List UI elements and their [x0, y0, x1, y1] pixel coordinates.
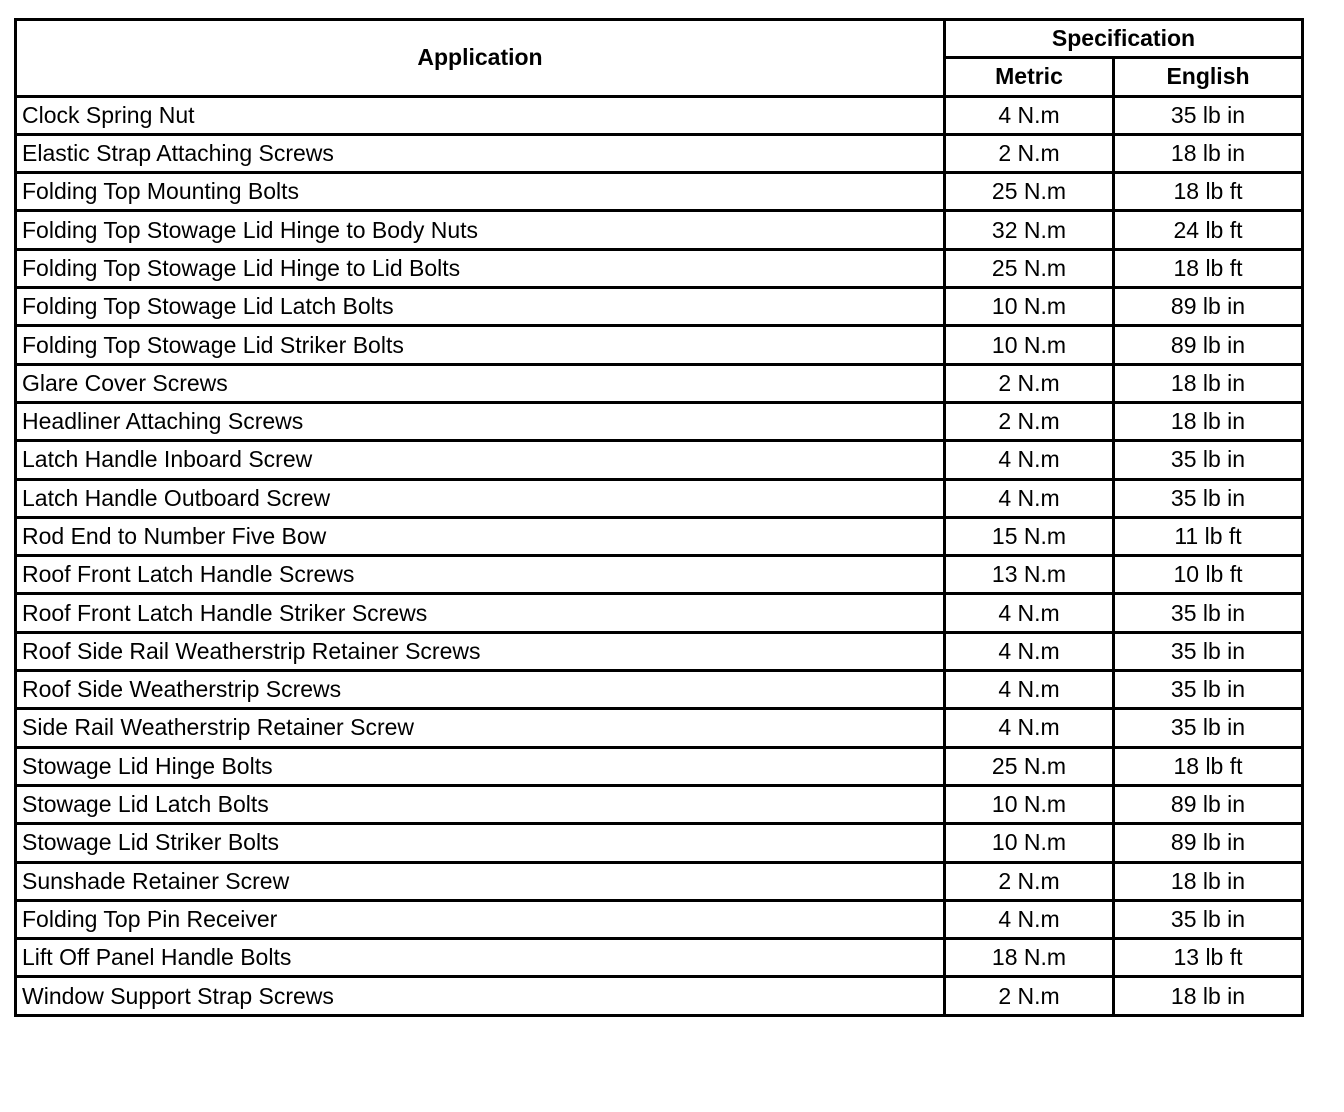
- table-row: [16, 211, 1303, 249]
- table-row: [16, 364, 1303, 402]
- application-cell: Roof Front Latch Handle Screws: [16, 556, 945, 594]
- metric-cell: 2 N.m: [945, 402, 1114, 440]
- english-cell: 13 lb ft: [1114, 939, 1303, 977]
- table-row: [16, 517, 1303, 555]
- english-cell: 35 lb in: [1114, 441, 1303, 479]
- table-row: [16, 785, 1303, 823]
- metric-cell: 10 N.m: [945, 824, 1114, 862]
- metric-cell: 4 N.m: [945, 632, 1114, 670]
- english-cell: 18 lb in: [1114, 364, 1303, 402]
- header-metric: Metric: [945, 58, 1114, 96]
- application-cell: Glare Cover Screws: [16, 364, 945, 402]
- table-row: [16, 671, 1303, 709]
- metric-cell: 32 N.m: [945, 211, 1114, 249]
- application-cell: Folding Top Pin Receiver: [16, 900, 945, 938]
- english-cell: 89 lb in: [1114, 824, 1303, 862]
- application-cell: Elastic Strap Attaching Screws: [16, 134, 945, 172]
- table-row: [16, 441, 1303, 479]
- table-header: [16, 20, 1303, 97]
- table-row: [16, 747, 1303, 785]
- header-application: Application: [16, 20, 945, 97]
- metric-cell: 2 N.m: [945, 862, 1114, 900]
- application-cell: Roof Side Weatherstrip Screws: [16, 671, 945, 709]
- table-row: [16, 824, 1303, 862]
- table-row: [16, 479, 1303, 517]
- english-cell: 35 lb in: [1114, 709, 1303, 747]
- english-cell: 89 lb in: [1114, 785, 1303, 823]
- english-cell: 11 lb ft: [1114, 517, 1303, 555]
- metric-cell: 10 N.m: [945, 288, 1114, 326]
- metric-cell: 4 N.m: [945, 441, 1114, 479]
- metric-cell: 10 N.m: [945, 785, 1114, 823]
- metric-cell: 25 N.m: [945, 173, 1114, 211]
- application-cell: Roof Side Rail Weatherstrip Retainer Screws: [16, 632, 945, 670]
- english-cell: 18 lb in: [1114, 402, 1303, 440]
- table-row: [16, 288, 1303, 326]
- metric-cell: 25 N.m: [945, 249, 1114, 287]
- english-cell: 10 lb ft: [1114, 556, 1303, 594]
- table-row: [16, 862, 1303, 900]
- application-cell: Clock Spring Nut: [16, 96, 945, 134]
- application-cell: Side Rail Weatherstrip Retainer Screw: [16, 709, 945, 747]
- english-cell: 35 lb in: [1114, 900, 1303, 938]
- english-cell: 18 lb in: [1114, 977, 1303, 1015]
- application-cell: Rod End to Number Five Bow: [16, 517, 945, 555]
- english-cell: 35 lb in: [1114, 594, 1303, 632]
- english-cell: 89 lb in: [1114, 288, 1303, 326]
- metric-cell: 10 N.m: [945, 326, 1114, 364]
- english-cell: 18 lb in: [1114, 134, 1303, 172]
- english-cell: 18 lb in: [1114, 862, 1303, 900]
- application-cell: Folding Top Stowage Lid Hinge to Lid Bolts: [16, 249, 945, 287]
- metric-cell: 2 N.m: [945, 134, 1114, 172]
- table-body: [16, 96, 1303, 1015]
- english-cell: 89 lb in: [1114, 326, 1303, 364]
- application-cell: Roof Front Latch Handle Striker Screws: [16, 594, 945, 632]
- table-row: [16, 326, 1303, 364]
- english-cell: 35 lb in: [1114, 96, 1303, 134]
- application-cell: Folding Top Stowage Lid Latch Bolts: [16, 288, 945, 326]
- english-cell: 18 lb ft: [1114, 173, 1303, 211]
- table-row: [16, 594, 1303, 632]
- metric-cell: 4 N.m: [945, 709, 1114, 747]
- metric-cell: 15 N.m: [945, 517, 1114, 555]
- english-cell: 35 lb in: [1114, 479, 1303, 517]
- english-cell: 35 lb in: [1114, 671, 1303, 709]
- application-cell: Window Support Strap Screws: [16, 977, 945, 1015]
- english-cell: 24 lb ft: [1114, 211, 1303, 249]
- metric-cell: 2 N.m: [945, 977, 1114, 1015]
- metric-cell: 18 N.m: [945, 939, 1114, 977]
- metric-cell: 13 N.m: [945, 556, 1114, 594]
- table-row: [16, 977, 1303, 1015]
- table-row: [16, 900, 1303, 938]
- application-cell: Folding Top Mounting Bolts: [16, 173, 945, 211]
- metric-cell: 4 N.m: [945, 479, 1114, 517]
- header-row-top: [16, 20, 1303, 58]
- application-cell: Folding Top Stowage Lid Striker Bolts: [16, 326, 945, 364]
- metric-cell: 4 N.m: [945, 96, 1114, 134]
- header-specification: Specification: [945, 20, 1303, 58]
- application-cell: Folding Top Stowage Lid Hinge to Body Nuts: [16, 211, 945, 249]
- table-row: [16, 939, 1303, 977]
- table-row: [16, 134, 1303, 172]
- application-cell: Headliner Attaching Screws: [16, 402, 945, 440]
- metric-cell: 4 N.m: [945, 594, 1114, 632]
- table-row: [16, 402, 1303, 440]
- application-cell: Stowage Lid Striker Bolts: [16, 824, 945, 862]
- application-cell: Latch Handle Outboard Screw: [16, 479, 945, 517]
- metric-cell: 2 N.m: [945, 364, 1114, 402]
- application-cell: Sunshade Retainer Screw: [16, 862, 945, 900]
- english-cell: 18 lb ft: [1114, 747, 1303, 785]
- application-cell: Latch Handle Inboard Screw: [16, 441, 945, 479]
- table-row: [16, 173, 1303, 211]
- metric-cell: 25 N.m: [945, 747, 1114, 785]
- metric-cell: 4 N.m: [945, 900, 1114, 938]
- english-cell: 35 lb in: [1114, 632, 1303, 670]
- table-row: [16, 249, 1303, 287]
- table-row: [16, 632, 1303, 670]
- table-row: [16, 96, 1303, 134]
- metric-cell: 4 N.m: [945, 671, 1114, 709]
- application-cell: Stowage Lid Latch Bolts: [16, 785, 945, 823]
- table-row: [16, 709, 1303, 747]
- table-row: [16, 556, 1303, 594]
- application-cell: Stowage Lid Hinge Bolts: [16, 747, 945, 785]
- torque-spec-table: [14, 18, 1304, 1017]
- english-cell: 18 lb ft: [1114, 249, 1303, 287]
- application-cell: Lift Off Panel Handle Bolts: [16, 939, 945, 977]
- header-english: English: [1114, 58, 1303, 96]
